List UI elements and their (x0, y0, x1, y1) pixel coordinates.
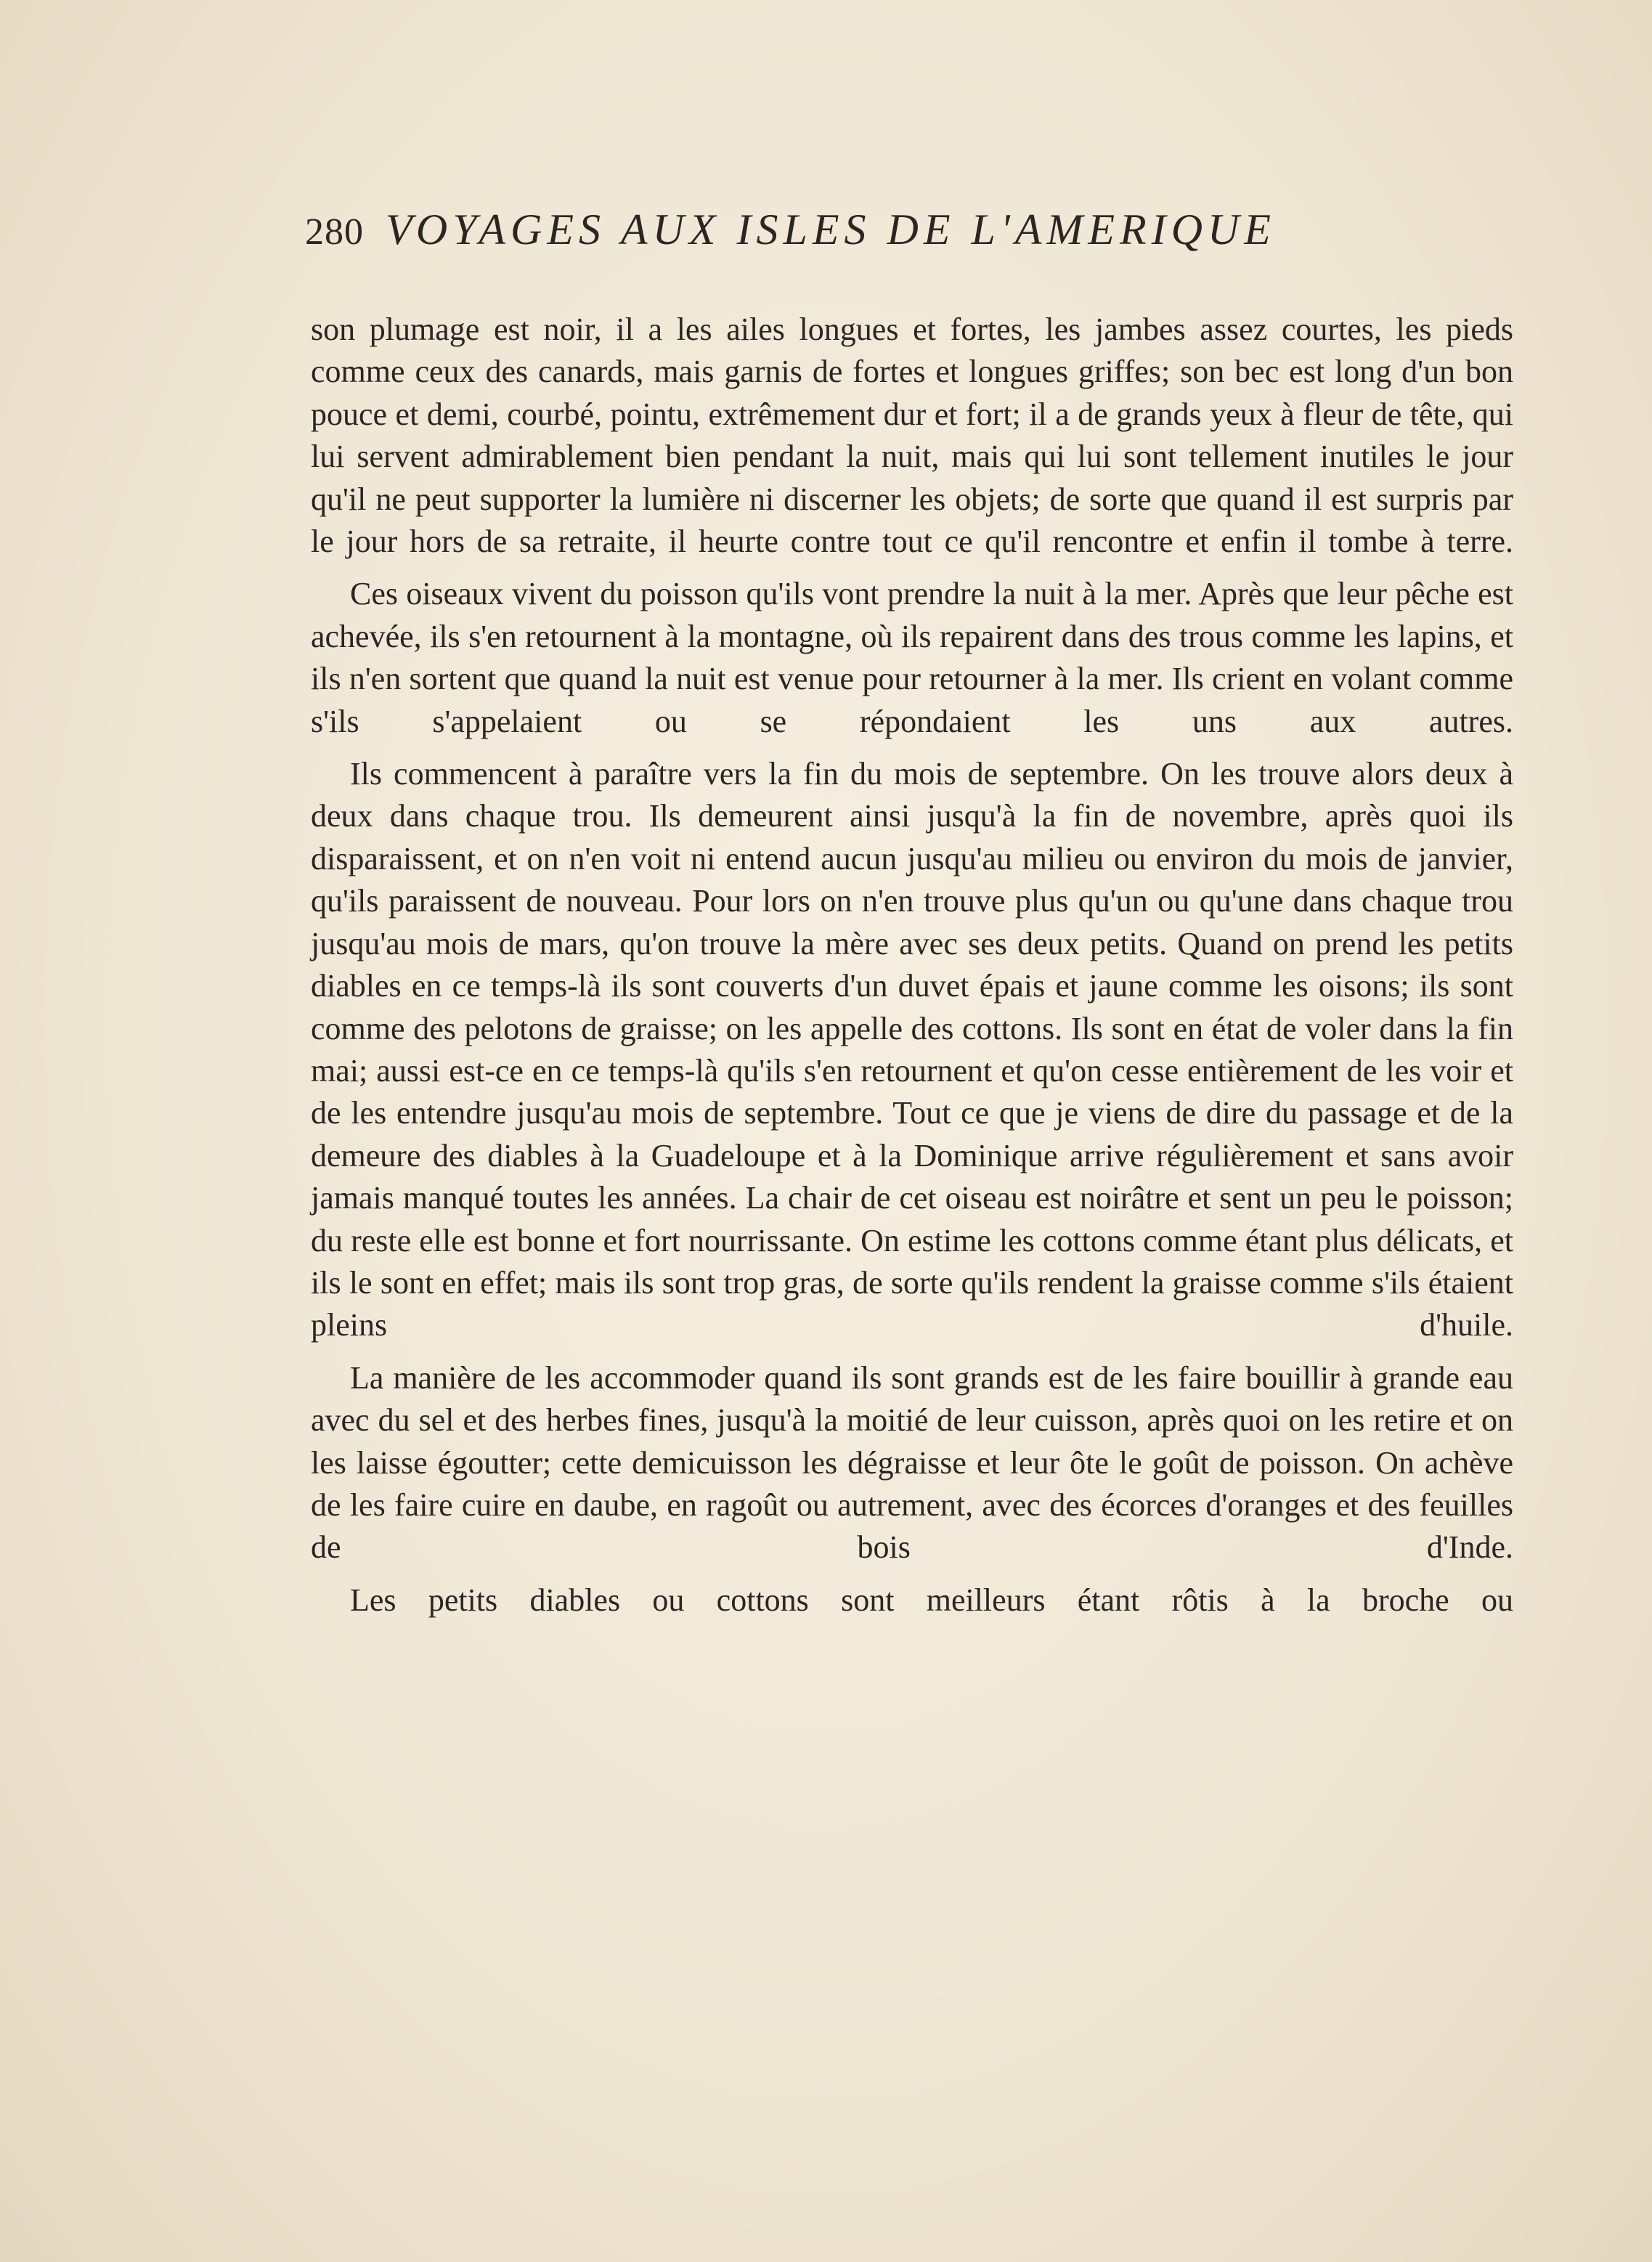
page-header (305, 205, 1539, 270)
paragraph: Les petits diables ou cottons sont meilleurs étant rôtis à la broche ou (350, 1582, 1513, 1618)
paragraph: Ces oiseaux vivent du poisson qu'ils vont prendre la nuit à la mer. Après que leur pêche est achevée, ils s'en retournent à la montagne, où ils repairent dans des trous comme les lapins, et ils n'en sortent que quand la nuit est venue pour retourner à la mer. Ils crient en volant comme s'ils s'appelaient ou se répondaient les uns aux autres. (311, 576, 1513, 739)
paragraph: Ils commencent à paraître vers la fin du mois de septembre. On les trouve alors deux à deux dans chaque trou. Ils demeurent ainsi jusqu'à la fin de novembre, après quoi ils disparaissent, et on n'en voit ni entend aucun jusqu'au milieu ou environ du mois de janvier, qu'ils paraissent de nouveau. Pour lors on n'en trouve plus qu'un ou qu'une dans chaque trou jusqu'au mois de mars, qu'on trouve la mère avec ses deux petits. Quand on prend les petits diables en ce temps-là ils sont couverts d'un duvet épais et jaune comme les oisons; ils sont comme des pelotons de graisse; on les appelle des cottons. Ils sont en état de voler dans la fin mai; aussi est-ce en ce temps-là qu'ils s'en retournent et qu'on cesse entièrement de les voir et de les entendre jusqu'au mois de septembre. Tout ce que je viens de dire du passage et de la demeure des diables à la Guadeloupe et à la Dominique arrive régulièrement et sans avoir jamais manqué toutes les années. La chair de cet oiseau est noirâtre et sent un peu le poisson; du reste elle est bonne et fort nourrissante. On estime les cottons comme étant plus délicats, et ils le sont en effet; mais ils sont trop gras, de sorte qu'ils rendent la graisse comme s'ils étaient pleins d'huile. (311, 756, 1513, 1343)
body-text (311, 309, 1513, 1622)
paragraph: La manière de les accommoder quand ils sont grands est de les faire bouillir à grande eau avec du sel et des herbes fines, jusqu'à la moitié de leur cuisson, après quoi on les retire et on les laisse égoutter; cette demicuisson les dégraisse et leur ôte le goût de poisson. On achève de les faire cuire en daube, en ragoût ou autrement, avec des écorces d'oranges et des feuilles de bois d'Inde. (311, 1359, 1513, 1566)
running-title: VOYAGES AUX ISLES DE L'AMERIQUE (386, 206, 1276, 253)
page-number: 280 (305, 211, 364, 253)
paragraph: son plumage est noir, il a les ailes longues et fortes, les jambes assez courtes, les pieds comme ceux des canards, mais garnis de fortes et longues griffes; son bec est long d'un bon pouce et demi, courbé, pointu, extrêmement dur et fort; il a de grands yeux à fleur de tête, qui lui servent admirablement bien pendant la nuit, mais qui lui sont tellement inutiles le jour qu'il ne peut supporter la lumière ni discerner les objets; de sorte que quand il est surpris par le jour hors de sa retraite, il heurte contre tout ce qu'il rencontre et enfin il tombe à terre. (311, 312, 1513, 560)
